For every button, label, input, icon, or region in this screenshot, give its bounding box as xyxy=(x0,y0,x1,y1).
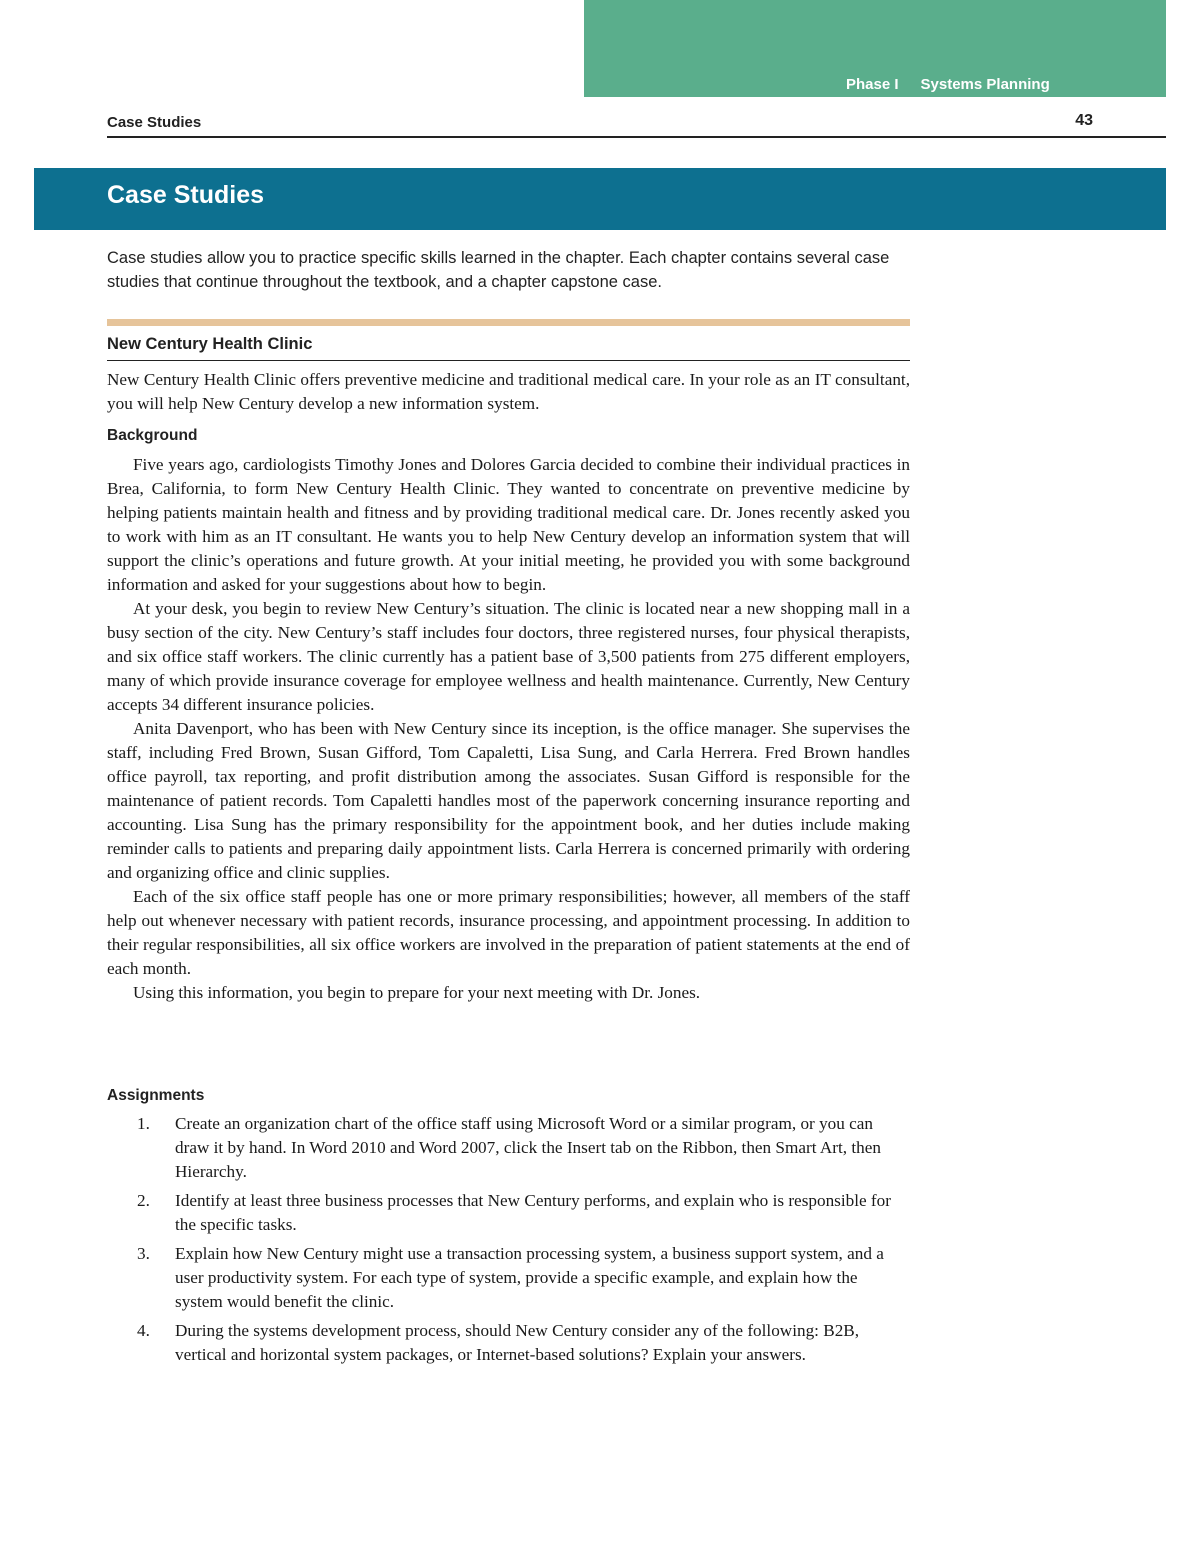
assignment-text: Explain how New Century might use a transaction processing system, a business support system, and a user productivity system. For each type of system, provide a specific example, and explain how the system would benefit the clinic. xyxy=(175,1244,884,1311)
background-section xyxy=(107,453,910,1005)
phase-number: Phase I xyxy=(846,76,899,93)
intro-paragraph: Case studies allow you to practice specific skills learned in the chapter. Each chapter contains several case studies that continue throughout the textbook, and a chapter capstone case. xyxy=(107,249,890,291)
assignments-heading: Assignments xyxy=(107,1087,205,1104)
case-title-rule xyxy=(107,360,910,361)
assignments-list xyxy=(137,1112,897,1372)
page-number: 43 xyxy=(1075,112,1093,129)
phase-label xyxy=(846,76,1050,93)
background-paragraph: Using this information, you begin to prepare for your next meeting with Dr. Jones. xyxy=(133,983,701,1002)
background-paragraph: At your desk, you begin to review New Century’s situation. The clinic is located near a new shopping mall in a busy section of the city. New Century’s staff includes four doctors, three registered nurses, four physical therapists, and six office staff workers. The clinic currently has a patient base of 3,500 patients from 275 different employers, many of which provide insurance coverage for employee wellness and health maintenance. Currently, New Century accepts 34 different insurance policies. xyxy=(107,599,910,714)
background-heading: Background xyxy=(107,427,198,444)
assignment-text: Create an organization chart of the office staff using Microsoft Word or a similar program, or you can draw it by hand. In Word 2010 and Word 2007, click the Insert tab on the Ribbon, then Smart Art, then Hierarchy. xyxy=(175,1114,881,1181)
case-intro: New Century Health Clinic offers preventive medicine and traditional medical care. In your role as an IT consultant, you will help New Century develop a new information system. xyxy=(107,370,910,413)
case-title: New Century Health Clinic xyxy=(107,335,313,353)
background-paragraph: Anita Davenport, who has been with New Century since its inception, is the office manager. She supervises the staff, including Fred Brown, Susan Gifford, Tom Capaletti, Lisa Sung, and Carla Herrera. Fred Brown handles office payroll, tax reporting, and profit distribution among the associates. Susan Gifford is responsible for the maintenance of patient records. Tom Capaletti handles most of the paperwork concerning insurance reporting and accounting. Lisa Sung has the primary responsibility for the appointment book, and her duties include making reminder calls to patients and preparing daily appointment lists. Carla Herrera is concerned primarily with ordering and organizing office and clinic supplies. xyxy=(107,719,910,882)
case-divider-bar xyxy=(107,319,910,326)
background-paragraph: Each of the six office staff people has one or more primary responsibilities; however, all members of the staff help out whenever necessary with patient records, insurance processing, and appointment processing. In addition to their regular responsibilities, all six office workers are involved in the preparation of patient statements at the end of each month. xyxy=(107,887,910,978)
background-paragraph: Five years ago, cardiologists Timothy Jones and Dolores Garcia decided to combine their individual practices in Brea, California, to form New Century Health Clinic. They wanted to concentrate on preventive medicine by helping patients maintain health and fitness and by providing traditional medical care. Dr. Jones recently asked you to work with him as an IT consultant. He wants you to help New Century develop an information system that will support the clinic’s operations and future growth. At your initial meeting, he provided you with some background information and asked for your suggestions about how to begin. xyxy=(107,455,910,594)
assignment-item xyxy=(137,1319,897,1367)
section-title: Systems Planning xyxy=(920,76,1050,93)
assignment-number: 2. xyxy=(137,1191,150,1210)
running-head: Case Studies xyxy=(107,114,202,131)
assignment-text: Identify at least three business processes that New Century performs, and explain who is responsible for the specific tasks. xyxy=(175,1191,891,1234)
assignment-number: 1. xyxy=(137,1114,150,1133)
banner-title: Case Studies xyxy=(107,181,265,209)
assignment-text: During the systems development process, should New Century consider any of the following: B2B, vertical and horizontal system packages, or Internet-based solutions? Explain your answers. xyxy=(175,1321,860,1364)
header-rule xyxy=(107,136,1166,138)
assignment-item xyxy=(137,1112,897,1184)
assignment-item xyxy=(137,1189,897,1237)
assignment-number: 3. xyxy=(137,1244,150,1263)
assignment-item xyxy=(137,1242,897,1314)
assignment-number: 4. xyxy=(137,1321,150,1340)
